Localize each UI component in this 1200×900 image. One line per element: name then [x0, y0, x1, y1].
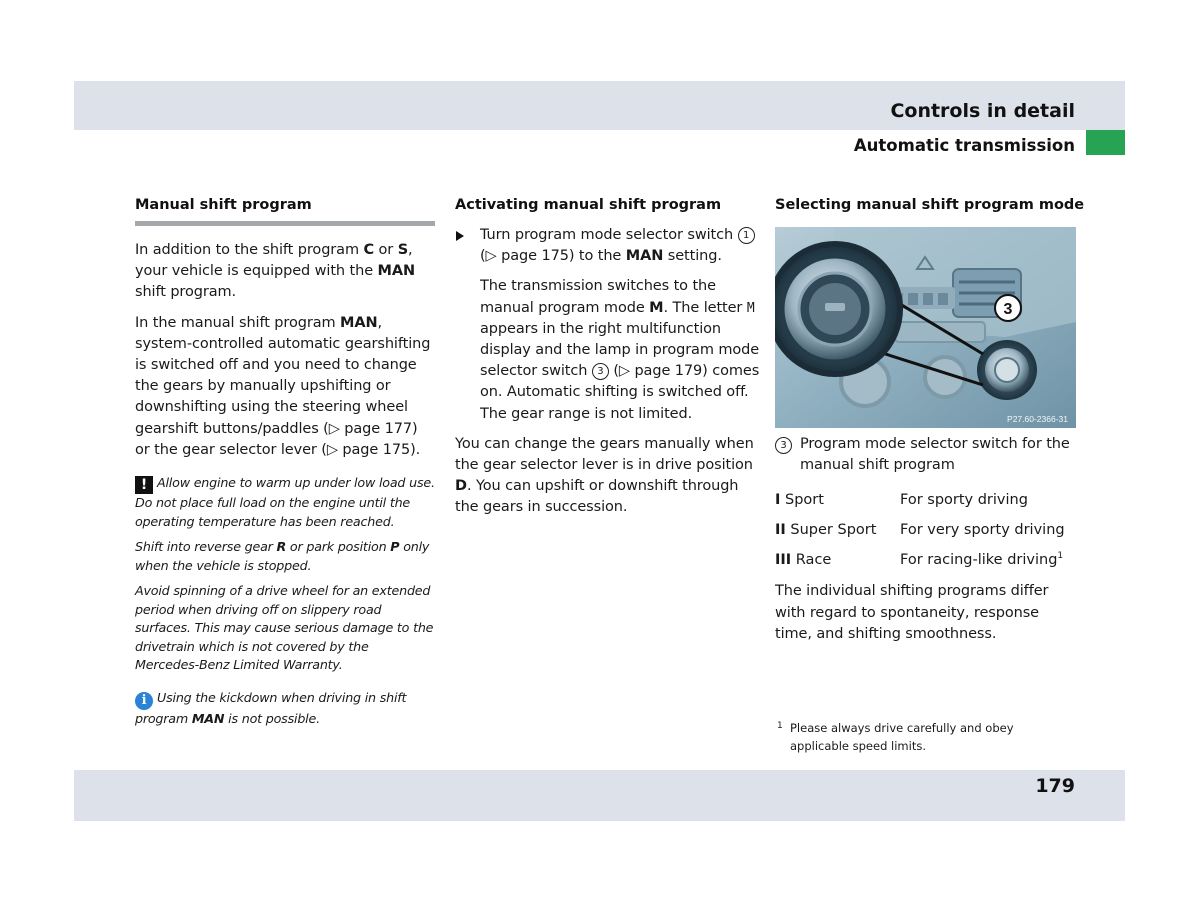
selector-switch-photo — [775, 227, 1076, 428]
heading-activating-manual-shift: Activating manual shift program — [455, 197, 722, 213]
info-note: i Using the kickdown when driving in shift program MAN is not possible. — [135, 689, 407, 726]
footnote: 1 Please always drive carefully and obey applicable speed limits. — [777, 721, 1014, 753]
bullet-triangle-icon — [456, 231, 464, 241]
page-number: 179 — [1035, 775, 1075, 797]
callout-3: 3 — [592, 363, 609, 380]
paragraph-result: The transmission switches to the manual program mode M. The letter M appears in the right multifunction display and the lamp in program mode selector switch 3 (▷ page 179) comes on. Automatic shifting is switched off. The gear range is not limited. — [480, 278, 760, 422]
shift-program-table — [775, 485, 1065, 575]
table-row: II Super Sport For very sporty driving — [775, 522, 1065, 539]
legend-callout-3: 3 — [775, 437, 792, 454]
photo-legend: 3 Program mode selector switch for the manual shift program — [775, 434, 1077, 476]
column-activating-manual-shift — [455, 195, 760, 519]
warning-text-wheel-spin: Avoid spinning of a drive wheel for an extended period when driving off on slippery road surfaces. This may cause serious damage to the drivetrain which is not covered by the Mercedes-Benz Limited Warranty. — [135, 583, 434, 673]
table-row: I Sport For sporty driving — [775, 492, 1028, 509]
instruction-step: Turn program mode selector switch 1 (▷ page 175) to the MAN setting. — [455, 225, 760, 267]
photo-callout-3: 3 — [1003, 301, 1013, 318]
paragraph-program-differences: The individual shifting programs differ with regard to spontaneity, response time, and shifting smoothness. — [775, 583, 1049, 642]
warning-text-reverse: Shift into reverse gear R or park position P only when the vehicle is stopped. — [135, 539, 430, 573]
footnote-ref: 1 — [1057, 551, 1064, 562]
warning-icon: ! — [135, 476, 153, 494]
paragraph-manual-shift-description: In the manual shift program MAN, system-controlled automatic gearshifting is switched off and you need to change the gears by manually upshifting or downshifting using the steering wheel gearshift buttons/paddles (▷ page 177) or the gear selector lever (▷ page 175). — [135, 314, 431, 458]
column-selecting-mode — [775, 195, 1085, 645]
paragraph-shift-program-intro: In addition to the shift program C or S, your vehicle is equipped with the MAN shift program. — [135, 242, 416, 301]
paragraph-change-gears: You can change the gears manually when the gear selector lever is in drive position D. You can upshift or downshift through the gears in succession. — [455, 435, 754, 516]
info-icon: i — [135, 692, 153, 710]
footer-band — [74, 770, 1125, 821]
photo-code: P27.60-2366-31 — [1007, 414, 1068, 424]
section-title: Automatic transmission — [853, 136, 1075, 155]
section-tab-marker — [1086, 130, 1125, 155]
warning-text-warm-up: ! Allow engine to warm up under low load use. Do not place full load on the engine until the operating temperature has been reached. — [135, 475, 435, 529]
chapter-title: Controls in detail — [890, 100, 1075, 122]
callout-1: 1 — [738, 227, 755, 244]
heading-selecting-mode: Selecting manual shift program mode — [775, 197, 1085, 213]
column-manual-shift-program — [135, 195, 435, 728]
warning-note — [135, 474, 435, 675]
heading-rule — [135, 221, 435, 226]
table-row: III Race For racing-like driving$^1$ — [775, 551, 1064, 569]
heading-manual-shift-program: Manual shift program — [135, 197, 312, 213]
